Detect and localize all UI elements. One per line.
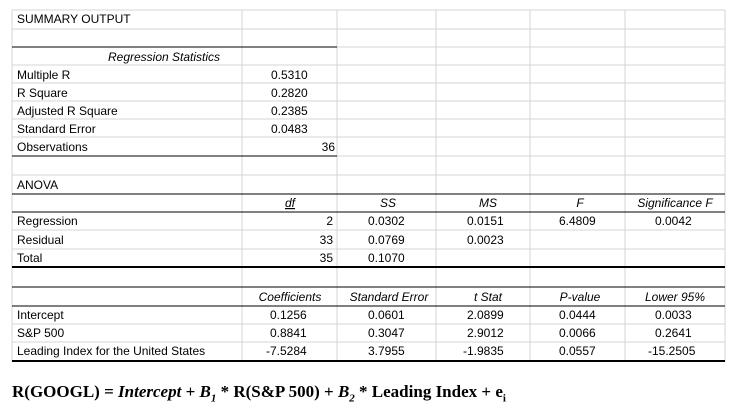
coef-cell-lower-95: 0.2641	[655, 326, 692, 340]
formula-lhs: R(GOOGL) =	[12, 382, 119, 401]
stat-label: Standard Error	[17, 122, 96, 136]
formula-plus: +	[181, 382, 200, 401]
anova-header-ms: MS	[479, 196, 497, 210]
summary-title: SUMMARY OUTPUT	[17, 12, 131, 26]
coef-row-label: Intercept	[17, 308, 64, 322]
stat-value: 0.2820	[271, 86, 308, 100]
anova-cell-ss: 0.1070	[368, 251, 405, 265]
coef-cell-t-stat: 2.0899	[467, 308, 504, 322]
coef-cell-t-stat: 2.9012	[467, 326, 504, 340]
anova-header-f: F	[576, 196, 584, 210]
anova-cell-ss: 0.0769	[368, 233, 405, 247]
coef-cell-coefficient: -7.5284	[266, 344, 307, 358]
coef-cell-p-value: 0.0066	[559, 326, 596, 340]
stat-label: Adjusted R Square	[17, 104, 118, 118]
coef-cell-coefficient: 0.8841	[270, 326, 307, 340]
coef-cell-standard-error: 0.3047	[368, 326, 405, 340]
anova-header-significance-f: Significance F	[637, 196, 713, 210]
stat-value: 0.0483	[271, 122, 308, 136]
formula-intercept: Intercept	[118, 382, 182, 401]
coef-header-p-value: P-value	[559, 290, 601, 304]
regression-statistics-header: Regression Statistics	[108, 50, 221, 64]
formula-b1-subscript: 1	[210, 392, 217, 405]
coef-cell-p-value: 0.0557	[559, 344, 596, 358]
formula-b2: B	[337, 382, 350, 401]
coef-header-lower-95: Lower 95%	[644, 290, 706, 304]
coef-header-t-stat: t Stat	[473, 290, 503, 304]
formula-term1: * R(S&P 500) +	[216, 382, 338, 401]
anova-cell-ss: 0.0302	[368, 214, 405, 228]
coef-header-standard-error: Standard Error	[349, 290, 429, 304]
coef-cell-p-value: 0.0444	[559, 308, 596, 322]
anova-cell-significance-f: 0.0042	[655, 214, 692, 228]
coef-cell-lower-95: 0.0033	[655, 308, 692, 322]
regression-statistics-table	[17, 68, 335, 154]
coef-header-coefficients: Coefficients	[258, 290, 322, 304]
stat-value: 36	[321, 140, 335, 154]
stat-label: Multiple R	[17, 68, 71, 82]
anova-table	[17, 214, 692, 265]
coef-row-label: S&P 500	[17, 326, 65, 340]
formula-term2: * Leading Index + e	[354, 382, 503, 401]
anova-header-ss: SS	[379, 196, 397, 210]
formula-b2-subscript: 2	[349, 392, 355, 405]
stat-value: 0.5310	[271, 68, 308, 82]
anova-row-label: Residual	[17, 233, 64, 247]
stat-value: 0.2385	[271, 104, 308, 118]
anova-cell-f: 6.4809	[559, 214, 596, 228]
anova-header-row	[285, 196, 713, 210]
formula-b1: B	[199, 382, 211, 401]
coef-cell-lower-95: -15.2505	[648, 344, 696, 358]
stat-label: R Square	[17, 86, 68, 100]
anova-title: ANOVA	[17, 178, 59, 192]
anova-cell-df: 35	[319, 251, 333, 265]
formula-e-subscript: i	[502, 392, 506, 405]
coef-cell-coefficient: 0.1256	[270, 308, 307, 322]
coef-cell-standard-error: 3.7955	[368, 344, 405, 358]
anova-cell-df: 33	[319, 233, 333, 247]
coef-cell-standard-error: 0.0601	[368, 308, 405, 322]
coefficients-header-row	[259, 290, 706, 304]
regression-formula	[12, 382, 506, 404]
coef-row-label: Leading Index for the United States	[17, 344, 206, 358]
anova-row-label: Total	[17, 251, 43, 265]
stat-label: Observations	[17, 140, 88, 154]
anova-header-df: df	[284, 196, 296, 210]
coefficients-table	[17, 308, 696, 358]
anova-cell-ms: 0.0151	[467, 214, 504, 228]
anova-cell-df: 2	[326, 214, 333, 228]
coef-cell-t-stat: -1.9835	[463, 344, 504, 358]
anova-row-label: Regression	[17, 214, 78, 228]
anova-cell-ms: 0.0023	[467, 233, 504, 247]
